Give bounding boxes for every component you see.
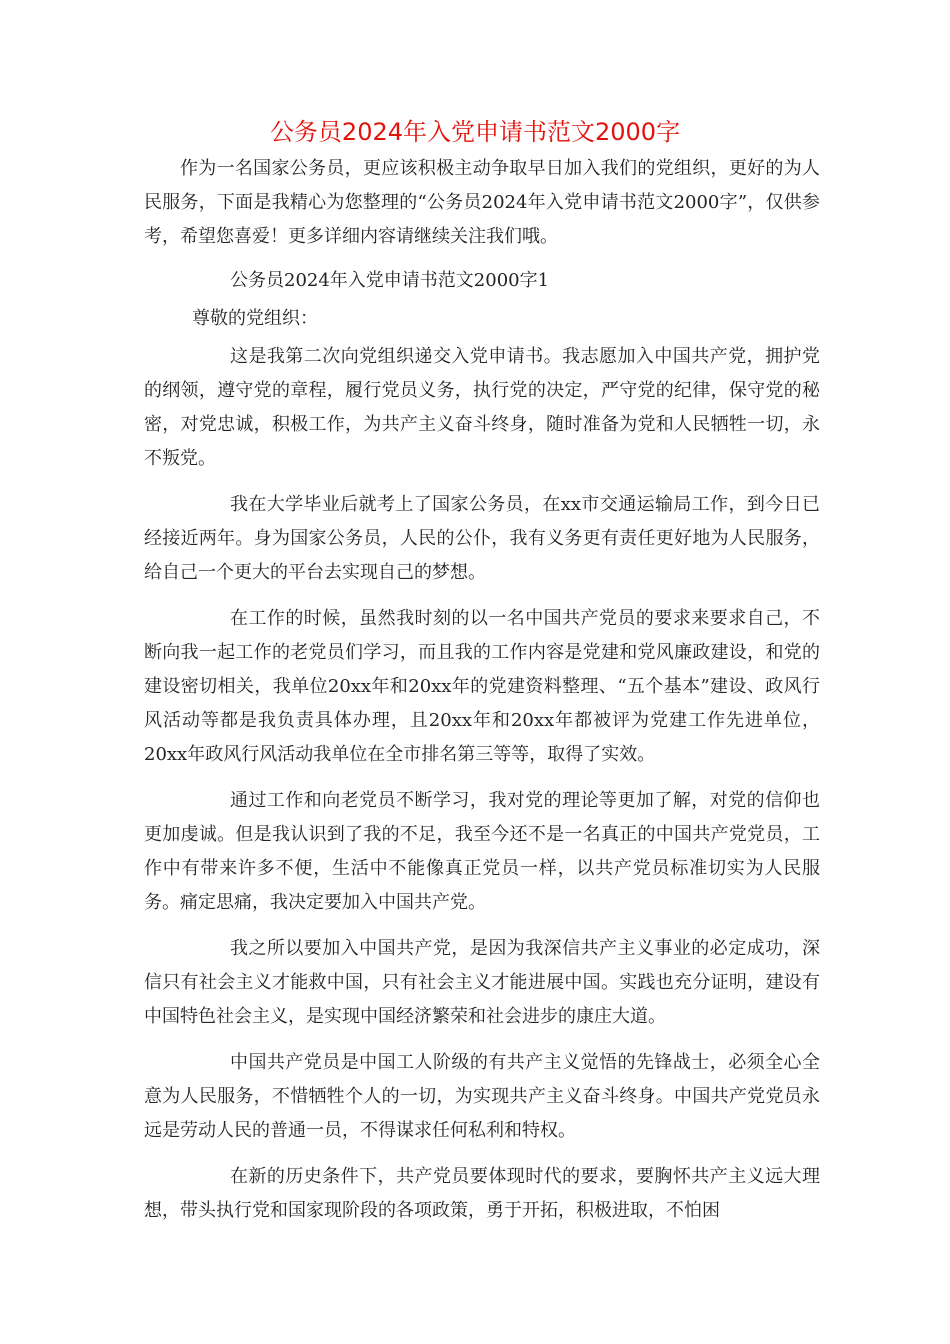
body-paragraph: 这是我第二次向党组织递交入党申请书。我志愿加入中国共产党，拥护党的纲领，遵守党的章程，履行党员义务，执行党的决定，严守党的纪律，保守党的秘密，对党忠诚，积极工作，为共产主义奋斗终身，随时准备为党和人民牺牲一切，永不叛党。 <box>144 346 820 469</box>
body-paragraph: 在新的历史条件下，共产党员要体现时代的要求，要胸怀共产主义远大理想，带头执行党和国家现阶段的各项政策，勇于开拓，积极进取，不怕困 <box>144 1166 820 1221</box>
body-paragraph: 通过工作和向老党员不断学习，我对党的理论等更加了解，对党的信仰也更加虔诚。但是我认识到了我的不足，我至今还不是一名真正的中国共产党党员，工作中有带来许多不便，生活中不能像真正党员一样，以共产党员标准切实为人民服务。痛定思痛，我决定要加入中国共产党。 <box>144 790 820 913</box>
intro-paragraph: 作为一名国家公务员，更应该积极主动争取早日加入我们的党组织，更好的为人民服务，下面是我精心为您整理的“公务员2024年入党申请书范文2000字”，仅供参考，希望您喜爱！更多详细内容请继续关注我们哦。 <box>144 158 820 247</box>
body-paragraph: 我之所以要加入中国共产党，是因为我深信共产主义事业的必定成功，深信只有社会主义才能救中国，只有社会主义才能进展中国。实践也充分证明，建设有中国特色社会主义，是实现中国经济繁荣和社会进步的康庄大道。 <box>144 938 820 1027</box>
document-title: 公务员2024年入党申请书范文2000字 <box>269 118 681 146</box>
letter-body <box>144 340 820 1240</box>
body-paragraph: 中国共产党员是中国工人阶级的有共产主义觉悟的先锋战士，必须全心全意为人民服务，不惜牺牲个人的一切，为实现共产主义奋斗终身。中国共产党党员永远是劳动人民的普通一员，不得谋求任何私利和特权。 <box>144 1052 820 1141</box>
body-paragraph: 我在大学毕业后就考上了国家公务员，在xx市交通运输局工作，到今日已经接近两年。身为国家公务员，人民的公仆，我有义务更有责任更好地为人民服务，给自己一个更大的平台去实现自己的梦想。 <box>144 494 820 583</box>
salutation: 尊敬的党组织： <box>192 308 318 329</box>
section-subheading: 公务员2024年入党申请书范文2000字1 <box>230 270 550 291</box>
body-paragraph: 在工作的时候，虽然我时刻的以一名中国共产党员的要求来要求自己，不断向我一起工作的老党员们学习，而且我的工作内容是党建和党风廉政建设，和党的建设密切相关，我单位20xx年和20xx年的党建资料整理、“五个基本”建设、政风行风活动等都是我负责具体办理，且20xx年和20xx年都被评为党建工作先进单位，20xx年政风行风活动我单位在全市排名第三等等，取得了实效。 <box>144 608 820 765</box>
